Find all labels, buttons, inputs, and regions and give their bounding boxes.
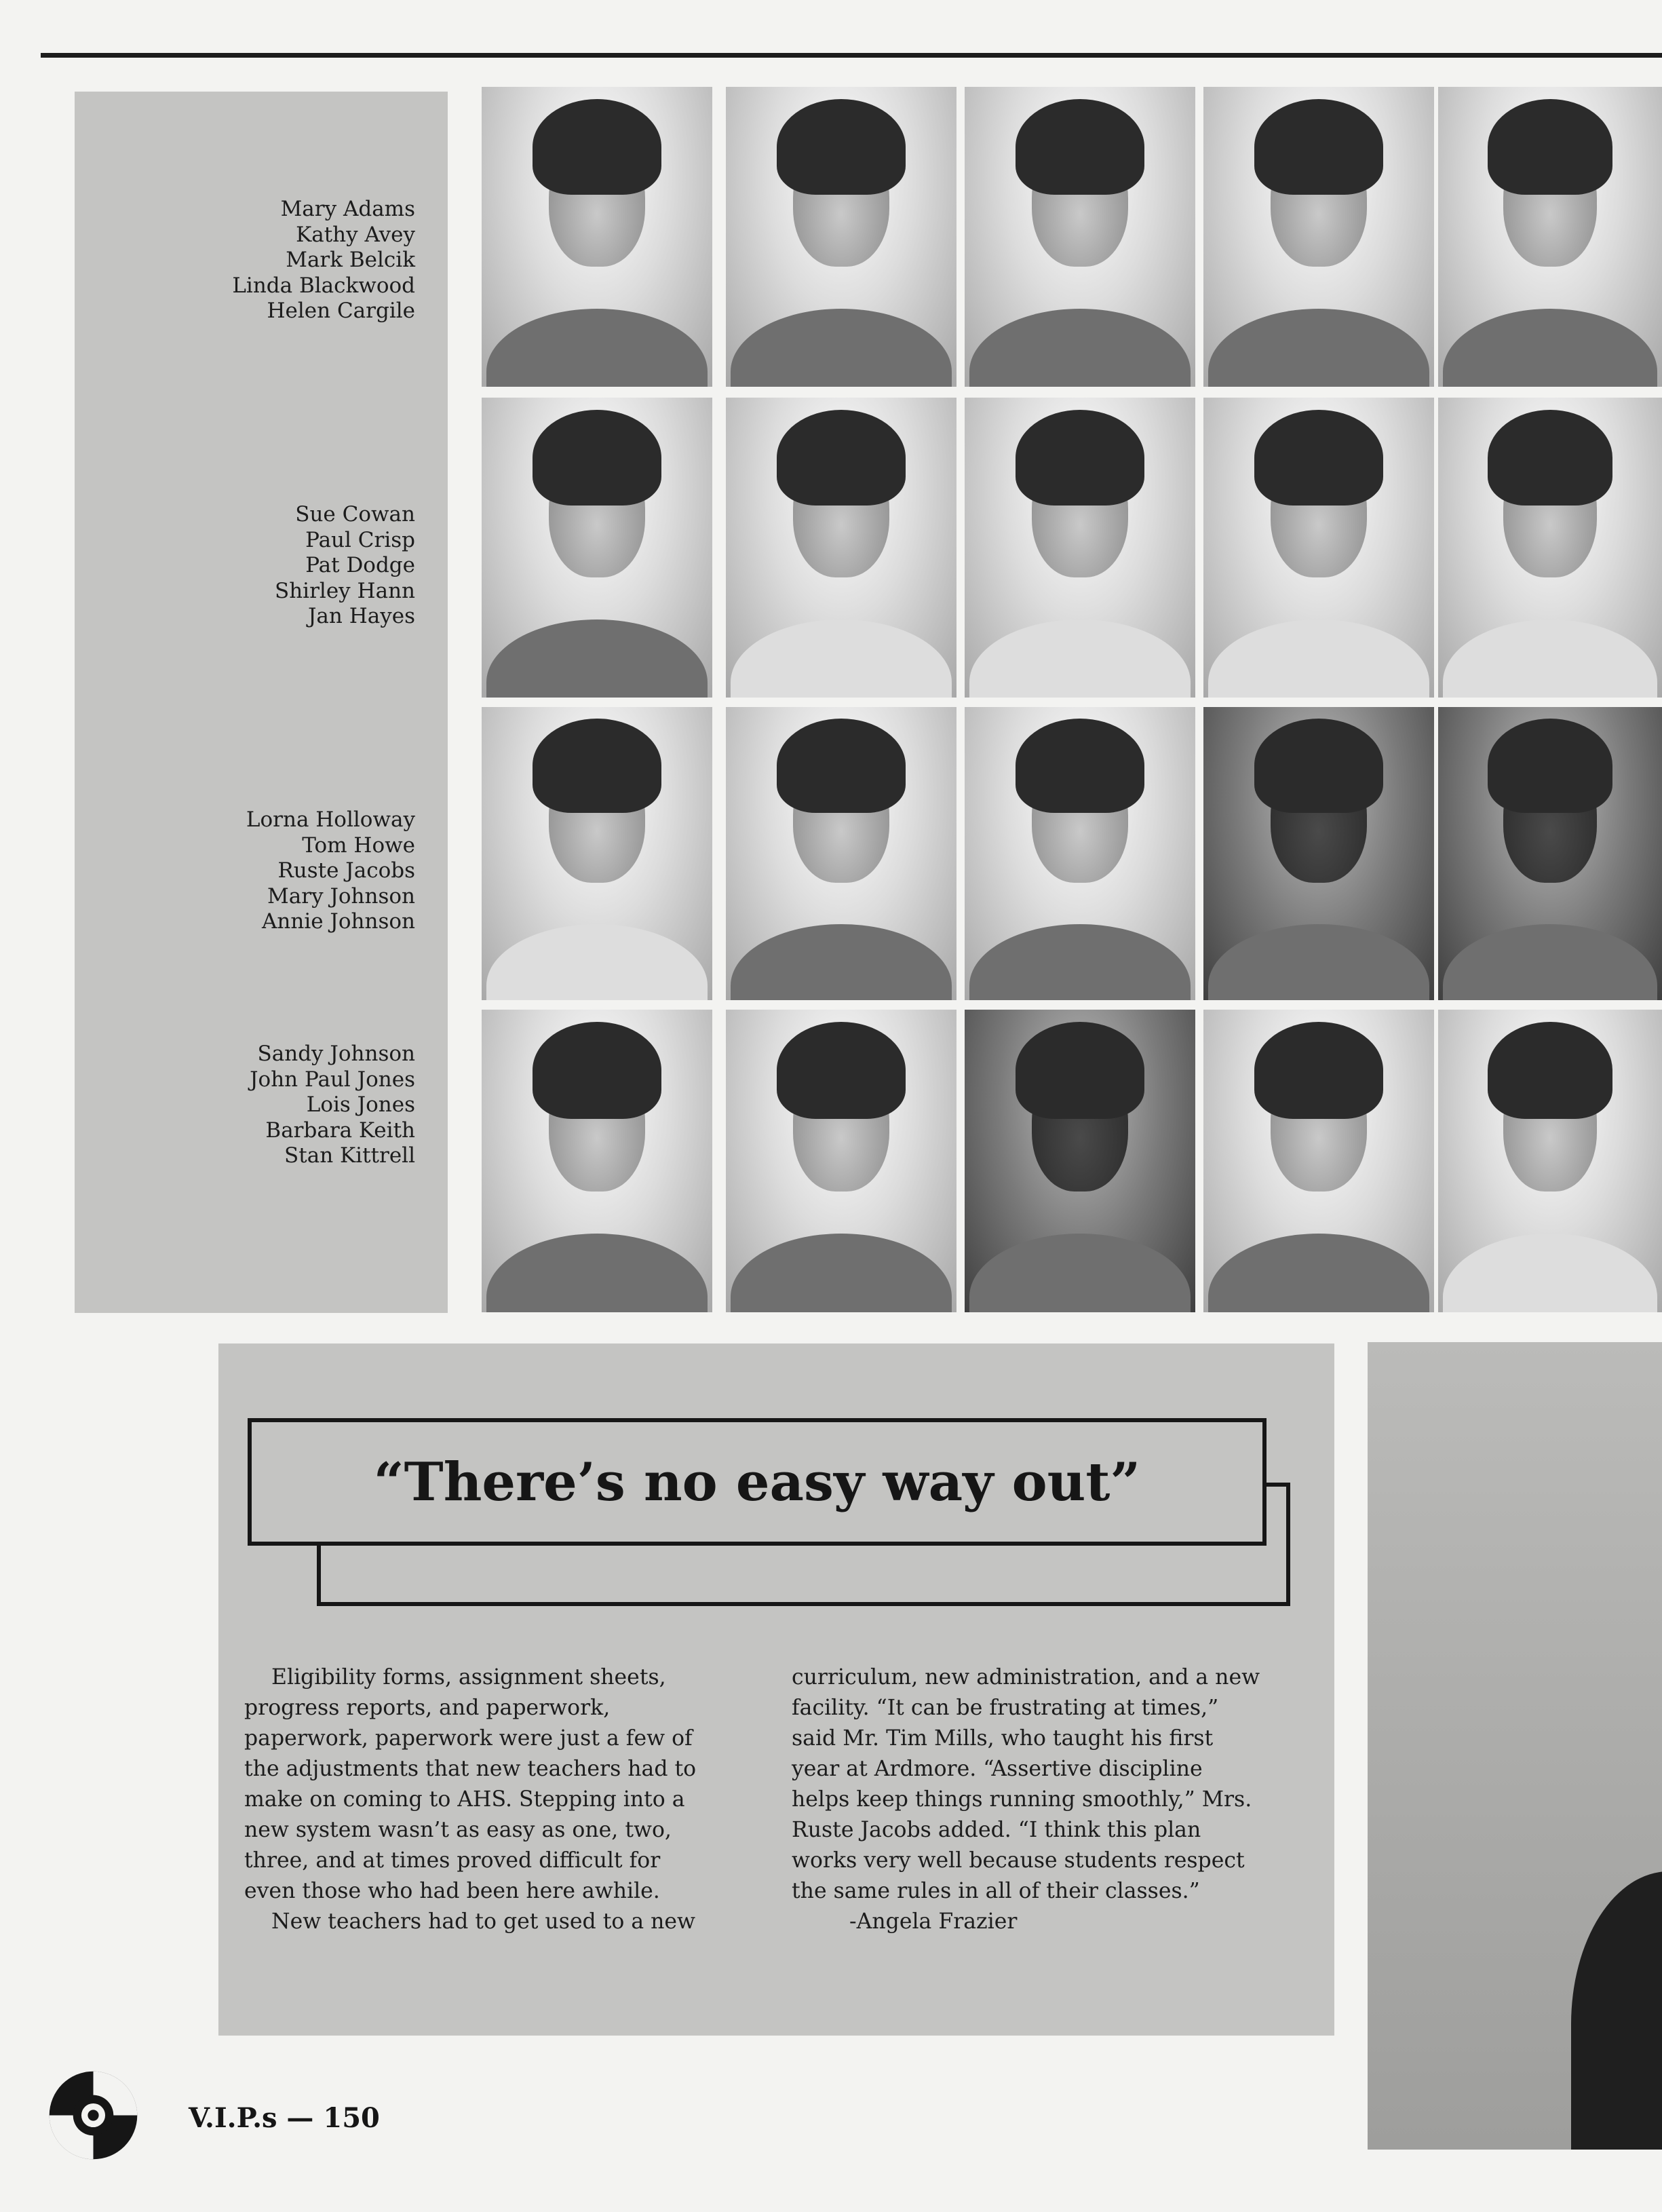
portrait-shoulders <box>486 619 708 698</box>
teacher-name: Barbara Keith <box>265 1118 415 1143</box>
portrait-shoulders <box>1443 1234 1658 1312</box>
portrait-shoulders <box>1443 309 1658 387</box>
portrait-shoulders <box>731 619 952 698</box>
portrait-hair <box>1254 1022 1383 1119</box>
name-group-row-1 <box>232 197 415 324</box>
portrait-shoulders <box>731 1234 952 1312</box>
teacher-portrait <box>965 1010 1195 1312</box>
story-panel <box>218 1343 1334 2036</box>
story-line: paperwork, paperwork were just a few of <box>244 1726 693 1751</box>
portrait-hair <box>1488 99 1613 195</box>
teacher-name: Kathy Avey <box>296 222 415 247</box>
teacher-name: Linda Blackwood <box>232 273 415 298</box>
side-photo <box>1368 1342 1662 2150</box>
teacher-name: Paul Crisp <box>305 527 415 552</box>
portrait-shoulders <box>486 309 708 387</box>
portrait-shoulders <box>486 1234 708 1312</box>
teacher-portrait <box>482 398 712 698</box>
portrait-hair <box>1488 1022 1613 1119</box>
portrait-hair <box>1016 99 1144 195</box>
teacher-portrait <box>482 87 712 387</box>
teacher-portrait <box>1203 87 1434 387</box>
portrait-hair <box>1016 410 1144 506</box>
teacher-name: Tom Howe <box>302 833 415 858</box>
portrait-hair <box>1488 410 1613 506</box>
portrait-hair <box>533 99 661 195</box>
story-line: helps keep things running smoothly,” Mrs. <box>792 1787 1252 1812</box>
story-line: works very well because students respect <box>792 1848 1245 1873</box>
teacher-name: Pat Dodge <box>305 553 415 577</box>
story-line: Eligibility forms, assignment sheets, <box>271 1665 666 1690</box>
portrait-shoulders <box>969 619 1191 698</box>
teacher-portrait <box>965 398 1195 698</box>
teacher-name: Sandy Johnson <box>257 1042 415 1066</box>
teacher-portrait <box>1438 1010 1662 1312</box>
portrait-shoulders <box>1208 309 1429 387</box>
teacher-name: Jan Hayes <box>307 604 415 628</box>
name-group-row-4 <box>250 1042 415 1169</box>
teacher-portrait <box>482 1010 712 1312</box>
story-line: said Mr. Tim Mills, who taught his first <box>792 1726 1214 1751</box>
teacher-portrait <box>726 398 956 698</box>
portrait-hair <box>777 99 906 195</box>
teacher-portrait <box>726 87 956 387</box>
portrait-hair <box>533 410 661 506</box>
teacher-name: Mary Adams <box>280 197 415 221</box>
teacher-name: Shirley Hann <box>274 578 415 603</box>
top-rule <box>41 53 1662 58</box>
teacher-portrait <box>965 707 1195 1000</box>
teacher-portrait <box>1438 87 1662 387</box>
teacher-name: John Paul Jones <box>250 1067 415 1092</box>
teacher-name: Mary Johnson <box>267 883 415 909</box>
story-line: New teachers had to get used to a new <box>271 1909 696 1934</box>
portrait-hair <box>533 719 661 812</box>
story-line: progress reports, and paperwork, <box>244 1696 611 1720</box>
portrait-hair <box>533 1022 661 1119</box>
teacher-portrait <box>482 707 712 1000</box>
teacher-portrait <box>726 707 956 1000</box>
teacher-name: Sue Cowan <box>295 502 415 527</box>
teacher-portrait <box>965 87 1195 387</box>
teacher-name: Stan Kittrell <box>284 1143 415 1168</box>
portrait-shoulders <box>969 1234 1191 1312</box>
portrait-shoulders <box>731 924 952 1000</box>
story-line: three, and at times proved difficult for <box>244 1848 661 1873</box>
story-line: new system wasn’t as easy as one, two, <box>244 1818 672 1842</box>
portrait-shoulders <box>969 924 1191 1000</box>
teacher-name: Helen Cargile <box>267 299 415 323</box>
portrait-shoulders <box>1208 619 1429 698</box>
story-line: the adjustments that new teachers had to <box>244 1757 697 1781</box>
teacher-name: Ruste Jacobs <box>277 858 415 883</box>
name-group-row-2 <box>275 502 415 630</box>
name-group-row-3 <box>246 807 415 935</box>
headline-box <box>248 1418 1267 1546</box>
teacher-name: Lois Jones <box>306 1092 415 1117</box>
portrait-hair <box>1254 99 1383 195</box>
story-column-right <box>792 1662 1321 1937</box>
byline: -Angela Frazier <box>849 1909 1018 1934</box>
story-line: make on coming to AHS. Stepping into a <box>244 1787 685 1812</box>
headline: “There’s no easy way out” <box>373 1451 1141 1513</box>
story-line: the same rules in all of their classes.” <box>792 1879 1200 1903</box>
teacher-name: Annie Johnson <box>262 909 415 934</box>
record-disc-icon <box>47 2070 139 2161</box>
portrait-shoulders <box>1208 1234 1429 1312</box>
portrait-hair <box>1016 1022 1144 1119</box>
page-folio: V.I.P.s — 150 <box>189 2102 380 2134</box>
story-line: even those who had been here awhile. <box>244 1879 660 1903</box>
portrait-grid <box>482 87 1662 1312</box>
story-line: curriculum, new administration, and a new <box>792 1665 1260 1690</box>
portrait-shoulders <box>486 924 708 1000</box>
teacher-name: Mark Belcik <box>286 248 415 272</box>
portrait-hair <box>1254 719 1383 812</box>
side-photo-figure <box>1571 1871 1662 2150</box>
portrait-hair <box>1016 719 1144 812</box>
portrait-hair <box>777 410 906 506</box>
teacher-portrait <box>726 1010 956 1312</box>
teacher-portrait <box>1203 1010 1434 1312</box>
portrait-shoulders <box>731 309 952 387</box>
portrait-shoulders <box>1443 619 1658 698</box>
teacher-portrait <box>1438 398 1662 698</box>
teacher-portrait <box>1203 398 1434 698</box>
teacher-name: Lorna Holloway <box>246 807 415 832</box>
portrait-hair <box>777 719 906 812</box>
story-line: Ruste Jacobs added. “I think this plan <box>792 1818 1201 1842</box>
story-column-left <box>244 1662 773 1937</box>
story-line: year at Ardmore. “Assertive discipline <box>792 1757 1203 1781</box>
teacher-portrait <box>1438 707 1662 1000</box>
names-panel <box>75 92 448 1313</box>
portrait-shoulders <box>1208 924 1429 1000</box>
story-line: facility. “It can be frustrating at times,” <box>792 1696 1219 1720</box>
portrait-hair <box>1488 719 1613 812</box>
portrait-hair <box>1254 410 1383 506</box>
portrait-shoulders <box>969 309 1191 387</box>
teacher-portrait <box>1203 707 1434 1000</box>
portrait-shoulders <box>1443 924 1658 1000</box>
portrait-hair <box>777 1022 906 1119</box>
